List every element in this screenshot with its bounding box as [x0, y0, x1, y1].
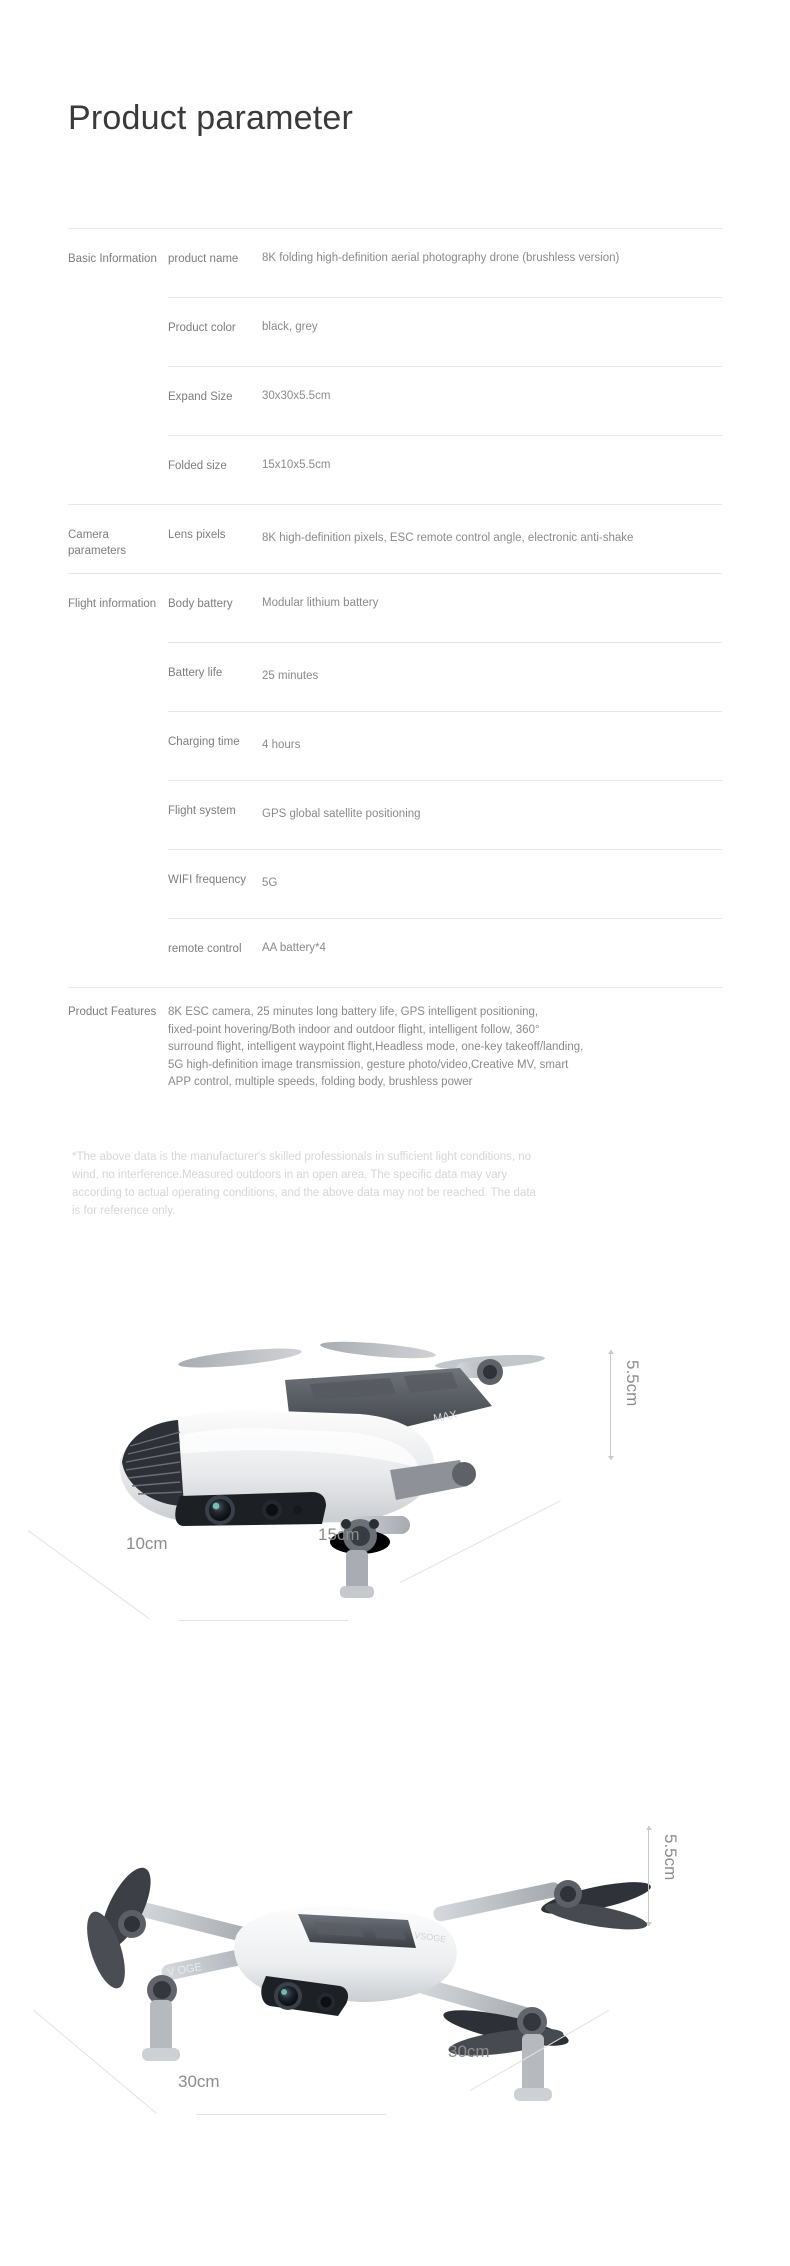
row-value: 8K folding high-definition aerial photography drone (brushless version) [262, 252, 620, 264]
row-category [68, 436, 168, 458]
table-row [68, 850, 722, 918]
row-value: AA battery*4 [262, 942, 326, 954]
product-features-row [68, 988, 722, 1112]
expanded-drone-illustration [40, 1790, 740, 2120]
row-value: 25 minutes [262, 670, 319, 682]
row-category: Basic Information [68, 253, 157, 265]
table-row [68, 919, 722, 987]
page-title: Product parameter [68, 99, 353, 137]
row-category [68, 643, 168, 665]
disclaimer-line: *The above data is the manufacturer's skilled professionals in sufficient light conditions, no [72, 1151, 532, 1163]
feature-line: surround flight, intelligent waypoint flight,Headless mode, one-key takeoff/landing, [168, 1041, 584, 1053]
product-photo-folded [0, 1290, 790, 1770]
row-value: 8K high-definition pixels, ESC remote control angle, electronic anti-shake [262, 532, 634, 544]
table-row [68, 781, 722, 849]
row-value: 4 hours [262, 739, 301, 751]
row-parameter: Battery life [168, 667, 223, 679]
row-value: Modular lithium battery [262, 597, 379, 609]
row-parameter: Lens pixels [168, 529, 226, 541]
feature-line: APP control, multiple speeds, folding body, brushless power [168, 1076, 473, 1088]
height-dimension-arrow [610, 1350, 611, 1460]
row-category [68, 850, 168, 872]
row-category: Flight information [68, 598, 157, 610]
guide-line [178, 1620, 348, 1621]
row-parameter: WIFI frequency [168, 874, 246, 886]
row-parameter: product name [168, 253, 239, 265]
row-parameter: Folded size [168, 460, 227, 472]
disclaimer-note [72, 1148, 712, 1220]
row-value: 30x30x5.5cm [262, 390, 331, 402]
feature-line: 8K ESC camera, 25 minutes long battery life, GPS intelligent positioning, [168, 1006, 539, 1018]
feature-line: fixed-point hovering/Both indoor and outdoor flight, intelligent follow, 360° [168, 1023, 540, 1036]
table-row [68, 367, 722, 435]
guide-line [196, 2114, 386, 2115]
row-category [68, 367, 168, 389]
product-photo-expanded [0, 1790, 790, 2250]
expanded-depth-label: 30cm [448, 2042, 490, 2061]
row-category [68, 298, 168, 320]
row-parameter: remote control [168, 943, 242, 955]
disclaimer-line: wind, no interference.Measured outdoors in an open area. The specific data may vary [72, 1169, 508, 1181]
row-parameter: Body battery [168, 598, 233, 610]
table-row [68, 712, 722, 780]
table-row [68, 643, 722, 711]
row-parameter: Charging time [168, 736, 240, 748]
spec-table [68, 228, 722, 1112]
table-row [68, 574, 722, 642]
row-value: 15x10x5.5cm [262, 459, 331, 471]
side-brand-mark: V OGE [166, 1961, 203, 1979]
table-row [68, 436, 722, 504]
folded-brand-mark: MAX [432, 1408, 459, 1425]
row-value: GPS global satellite positioning [262, 808, 421, 820]
product-features-body [162, 988, 722, 1092]
expanded-width-label: 30cm [178, 2072, 220, 2091]
table-row [68, 229, 722, 297]
row-category [68, 781, 168, 803]
disclaimer-line: is for reference only. [72, 1205, 176, 1217]
row-value: black, grey [262, 321, 318, 333]
expanded-brand-mark: VSOGE [413, 1930, 447, 1945]
folded-width-label: 10cm [126, 1534, 168, 1553]
row-parameter: Flight system [168, 805, 236, 817]
product-features-label: Product Features [68, 1006, 157, 1018]
folded-length-label: 15cm [318, 1525, 360, 1544]
row-category [68, 712, 168, 734]
table-row [68, 505, 722, 573]
folded-height-label: 5.5cm [623, 1360, 642, 1407]
disclaimer-line: according to actual operating conditions, and the above data may not be reached. The data [72, 1187, 536, 1199]
table-row [68, 298, 722, 366]
row-category: Camera parameters [68, 529, 127, 557]
row-parameter: Expand Size [168, 391, 233, 403]
row-category [68, 919, 168, 941]
feature-line: 5G high-definition image transmission, gesture photo/video,Creative MV, smart [168, 1058, 569, 1071]
row-parameter: Product color [168, 322, 236, 334]
expanded-height-label: 5.5cm [661, 1834, 680, 1881]
height-dimension-arrow [648, 1826, 649, 1926]
row-value: 5G [262, 877, 278, 889]
